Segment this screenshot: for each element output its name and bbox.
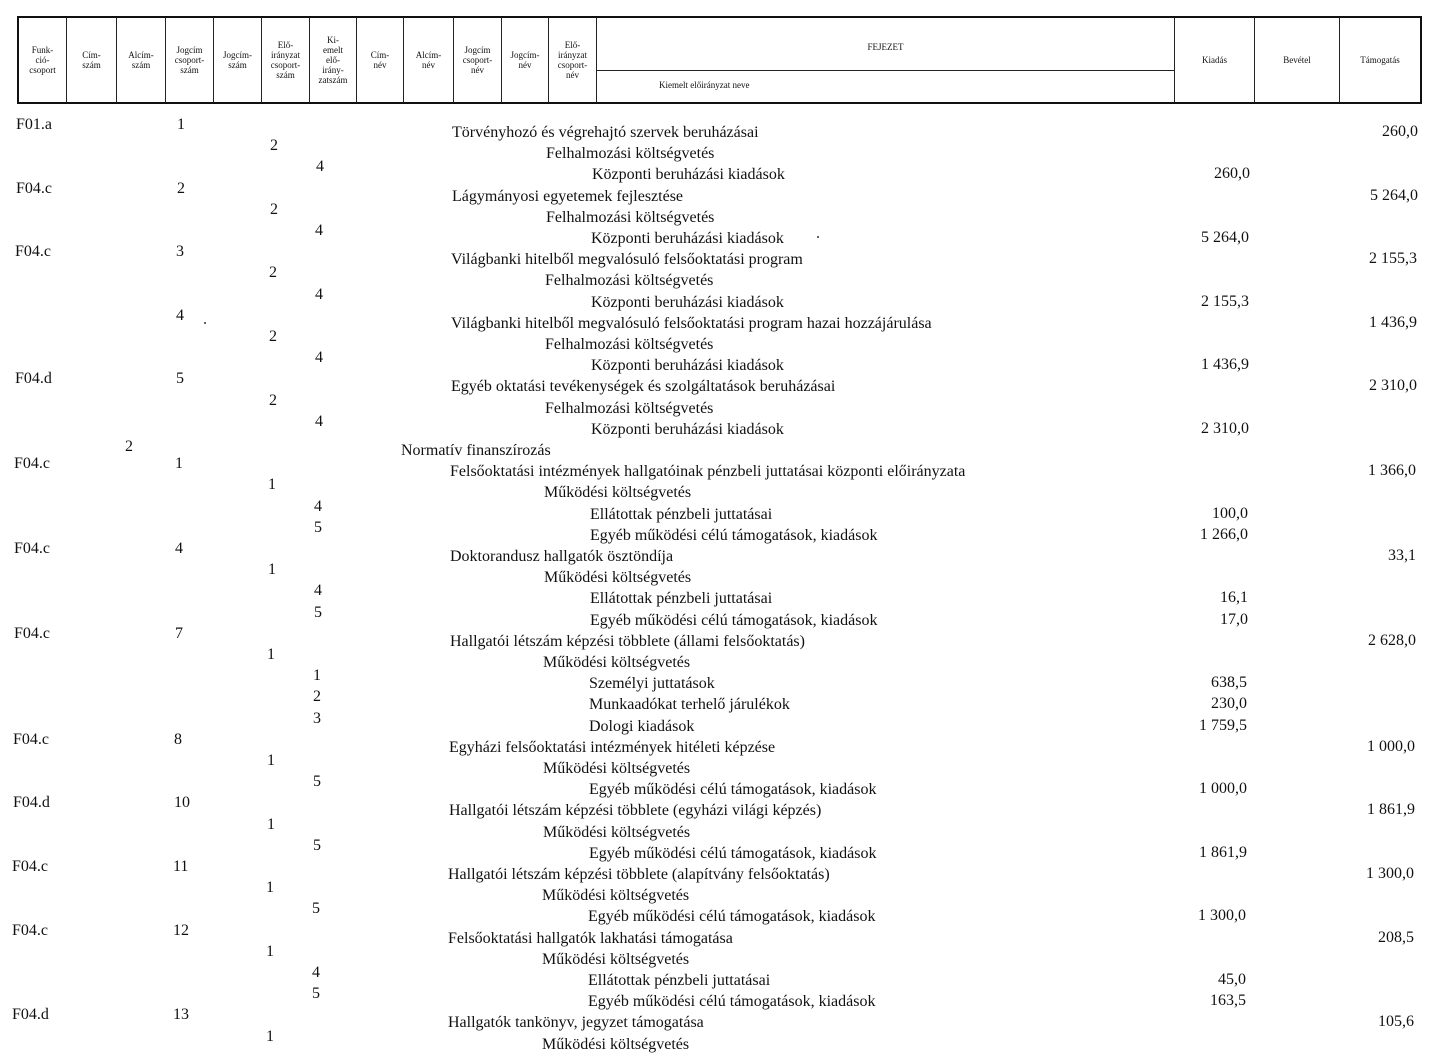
item-name: Felhalmozási költségvetés [546,209,715,226]
eloiranyzat-csoport-number: 1 [267,816,275,833]
tamogatas-value: 33,1 [1388,547,1416,564]
kiadas-value: 1 759,5 [1199,717,1247,734]
item-name: Világbanki hitelből megvalósuló felsőoktatási program hazai hozzájárulása [451,315,932,332]
item-name: Felhalmozási költségvetés [545,272,714,289]
jogcim-csoport-number: 10 [174,794,190,811]
tamogatas-value: 105,6 [1378,1013,1414,1030]
kiemelt-eloiranyzat-number: 1 [313,667,321,684]
tamogatas-value: 1 861,9 [1367,801,1415,818]
kiadas-value: 1 266,0 [1200,526,1248,543]
item-name: Hallgatói létszám képzési többlete (egyházi világi képzés) [449,802,822,819]
item-name: Felhalmozási költségvetés [545,336,714,353]
item-name: Központi beruházási kiadások [591,294,784,311]
col-bevetel: Bevétel [1255,18,1340,102]
item-name: Működési költségvetés [544,569,692,586]
item-name: Hallgatók tankönyv, jegyzet támogatása [448,1014,704,1031]
item-name: Munkaadókat terhelő járulékok [589,696,790,713]
col-jogcim-csoport-nev: Jogcím csoport- név [454,18,502,102]
kiemelt-eloiranyzat-number: 5 [314,604,322,621]
kiadas-value: 1 861,9 [1199,844,1247,861]
kiadas-value: 1 000,0 [1199,780,1247,797]
col-kiemelt-eloiranyzat-szam: Ki- emelt elő- irány- zatszám [310,18,357,102]
item-name: Működési költségvetés [543,760,691,777]
item-name: Ellátottak pénzbeli juttatásai [590,506,773,523]
kiadas-value: 2 310,0 [1201,420,1249,437]
item-name: Működési költségvetés [542,951,690,968]
funkcio-code: F04.c [13,731,49,748]
funkcio-code: F04.c [14,625,50,642]
kiemelt-eloiranyzat-number: 4 [312,964,320,981]
col-alcim-szam: Alcím- szám [117,18,166,102]
kiadas-value: 5 264,0 [1201,229,1249,246]
kiadas-value: 1 436,9 [1201,356,1249,373]
col-funkcio-csoport: Funk- ció- csoport [19,18,67,102]
item-name: Felsőoktatási hallgatók lakhatási támogatása [448,930,733,947]
tamogatas-value: 2 628,0 [1368,632,1416,649]
item-name: Ellátottak pénzbeli juttatásai [590,590,773,607]
eloiranyzat-csoport-number: 1 [266,1028,274,1045]
kiadas-value: 2 155,3 [1201,293,1249,310]
eloiranyzat-csoport-number: 1 [268,561,276,578]
jogcim-csoport-number: 13 [173,1006,189,1023]
kiadas-value: 45,0 [1218,971,1246,988]
kiadas-value: 1 300,0 [1198,907,1246,924]
kiadas-value: 260,0 [1214,165,1250,182]
item-name: Felhalmozási költségvetés [546,145,715,162]
item-name: Működési költségvetés [543,654,691,671]
eloiranyzat-csoport-number: 2 [270,201,278,218]
alcim-number: 2 [125,438,133,455]
item-name: Egyéb működési célú támogatások, kiadások [588,993,876,1010]
item-name: Normatív finanszírozás [401,442,551,459]
jogcim-csoport-number: 2 [177,180,185,197]
kiemelt-eloiranyzat-number: 5 [313,837,321,854]
funkcio-code: F04.d [12,1006,49,1023]
item-name: Hallgatói létszám képzési többlete (állami felsőoktatás) [450,633,805,650]
item-name: Egyéb működési célú támogatások, kiadások [590,612,878,629]
kiemelt-eloiranyzat-number: 4 [315,222,323,239]
item-name: Doktorandusz hallgatók ösztöndíja [450,548,674,565]
item-name: Központi beruházási kiadások [591,357,784,374]
kiemelt-eloiranyzat-number: 5 [313,773,321,790]
col-cim-nev: Cím- név [357,18,404,102]
jogcim-csoport-number: 8 [174,731,182,748]
jogcim-csoport-number: 1 [175,455,183,472]
col-jogcim-nev: Jogcím- név [502,18,549,102]
kiemelt-eloiranyzat-number: 5 [312,985,320,1002]
item-name: Lágymányosi egyetemek fejlesztése [452,188,684,205]
kiemelt-eloiranyzat-number: 3 [313,710,321,727]
jogcim-csoport-number: 1 [177,116,185,133]
item-name: Központi beruházási kiadások [592,166,785,183]
kiemelt-eloiranyzat-number: 4 [316,158,324,175]
item-name: Felsőoktatási intézmények hallgatóinak pénzbeli juttatásai központi előirányzata [450,463,966,480]
jogcim-csoport-number: 4 [176,307,184,324]
kiemelt-eloiranyzat-number: 5 [314,519,322,536]
item-name: Működési költségvetés [544,484,692,501]
kiadas-value: 638,5 [1211,674,1247,691]
subtitle-label: Kiemelt előirányzat neve [659,80,750,90]
table-header [17,16,1422,104]
scan-speck [204,322,206,324]
item-name: Egyéb működési célú támogatások, kiadások [589,781,877,798]
col-jogcim-szam: Jogcím- szám [214,18,262,102]
jogcim-csoport-number: 4 [175,540,183,557]
kiemelt-eloiranyzat-number: 4 [314,582,322,599]
jogcim-csoport-number: 12 [173,922,189,939]
item-name: Ellátottak pénzbeli juttatásai [588,972,771,989]
eloiranyzat-csoport-number: 1 [267,752,275,769]
eloiranyzat-csoport-number: 2 [269,328,277,345]
jogcim-csoport-number: 5 [176,370,184,387]
tamogatas-value: 2 310,0 [1369,377,1417,394]
kiemelt-eloiranyzat-number: 4 [315,413,323,430]
funkcio-code: F04.c [12,922,48,939]
item-name: Egyéb működési célú támogatások, kiadások [590,527,878,544]
col-eloiranyzat-csoport-szam: Elő- irányzat csoport- szám [262,18,310,102]
item-name: Felhalmozási költségvetés [545,400,714,417]
kiadas-value: 16,1 [1220,589,1248,606]
col-eloiranyzat-csoport-nev: Elő- irányzat csoport- név [549,18,597,102]
chapter-divider [597,70,1174,71]
kiadas-value: 17,0 [1220,611,1248,628]
kiadas-value: 230,0 [1211,695,1247,712]
funkcio-code: F04.d [13,794,50,811]
kiemelt-eloiranyzat-number: 4 [315,349,323,366]
eloiranyzat-csoport-number: 1 [268,476,276,493]
item-name: Központi beruházási kiadások [591,230,784,247]
jogcim-csoport-number: 3 [176,243,184,260]
item-name: Egyéb oktatási tevékenységek és szolgáltatások beruházásai [451,378,836,395]
tamogatas-value: 260,0 [1382,123,1418,140]
tamogatas-value: 1 300,0 [1366,865,1414,882]
tamogatas-value: 2 155,3 [1369,250,1417,267]
funkcio-code: F04.c [14,540,50,557]
funkcio-code: F01.a [16,116,52,133]
tamogatas-value: 1 436,9 [1369,314,1417,331]
scan-speck [817,236,819,238]
col-kiadas: Kiadás [1175,18,1255,102]
item-name: Működési költségvetés [543,824,691,841]
item-name: Világbanki hitelből megvalósuló felsőoktatási program [451,251,803,268]
col-tamogatas: Támogatás [1360,55,1400,65]
kiadas-value: 163,5 [1210,992,1246,1009]
funkcio-code: F04.c [16,180,52,197]
chapter-label: FEJEZET [867,42,904,52]
kiemelt-eloiranyzat-number: 4 [314,498,322,515]
item-name: Egyházi felsőoktatási intézmények hitéleti képzése [449,739,776,756]
item-name: Dologi kiadások [589,718,695,735]
eloiranyzat-csoport-number: 1 [267,646,275,663]
funkcio-code: F04.c [14,455,50,472]
tamogatas-value: 1 000,0 [1367,738,1415,755]
item-name: Működési költségvetés [542,887,690,904]
item-name: Hallgatói létszám képzési többlete (alapítvány felsőoktatás) [448,866,830,883]
tamogatas-value: 208,5 [1378,929,1414,946]
item-name: Egyéb működési célú támogatások, kiadások [589,845,877,862]
item-name: Egyéb működési célú támogatások, kiadások [588,908,876,925]
item-name: Személyi juttatások [589,675,715,692]
eloiranyzat-csoport-number: 1 [266,943,274,960]
item-name: Működési költségvetés [542,1036,690,1053]
eloiranyzat-csoport-number: 2 [269,264,277,281]
tamogatas-value: 1 366,0 [1368,462,1416,479]
col-fejezet [597,18,1175,102]
item-name: Központi beruházási kiadások [591,421,784,438]
tamogatas-value: 5 264,0 [1370,187,1418,204]
funkcio-code: F04.c [15,243,51,260]
col-jogcim-csoport-szam: Jogcím csoport- szám [166,18,214,102]
eloiranyzat-csoport-number: 1 [266,879,274,896]
col-alcim-nev: Alcím- név [404,18,454,102]
col-cim-szam: Cím- szám [67,18,117,102]
funkcio-code: F04.c [12,858,48,875]
eloiranyzat-csoport-number: 2 [269,392,277,409]
eloiranyzat-csoport-number: 2 [270,137,278,154]
funkcio-code: F04.d [15,370,52,387]
jogcim-csoport-number: 11 [173,858,189,875]
kiadas-value: 100,0 [1212,505,1248,522]
kiemelt-eloiranyzat-number: 4 [315,286,323,303]
item-name: Törvényhozó és végrehajtó szervek beruházásai [452,124,759,141]
kiemelt-eloiranyzat-number: 5 [312,900,320,917]
jogcim-csoport-number: 7 [175,625,183,642]
kiemelt-eloiranyzat-number: 2 [313,688,321,705]
